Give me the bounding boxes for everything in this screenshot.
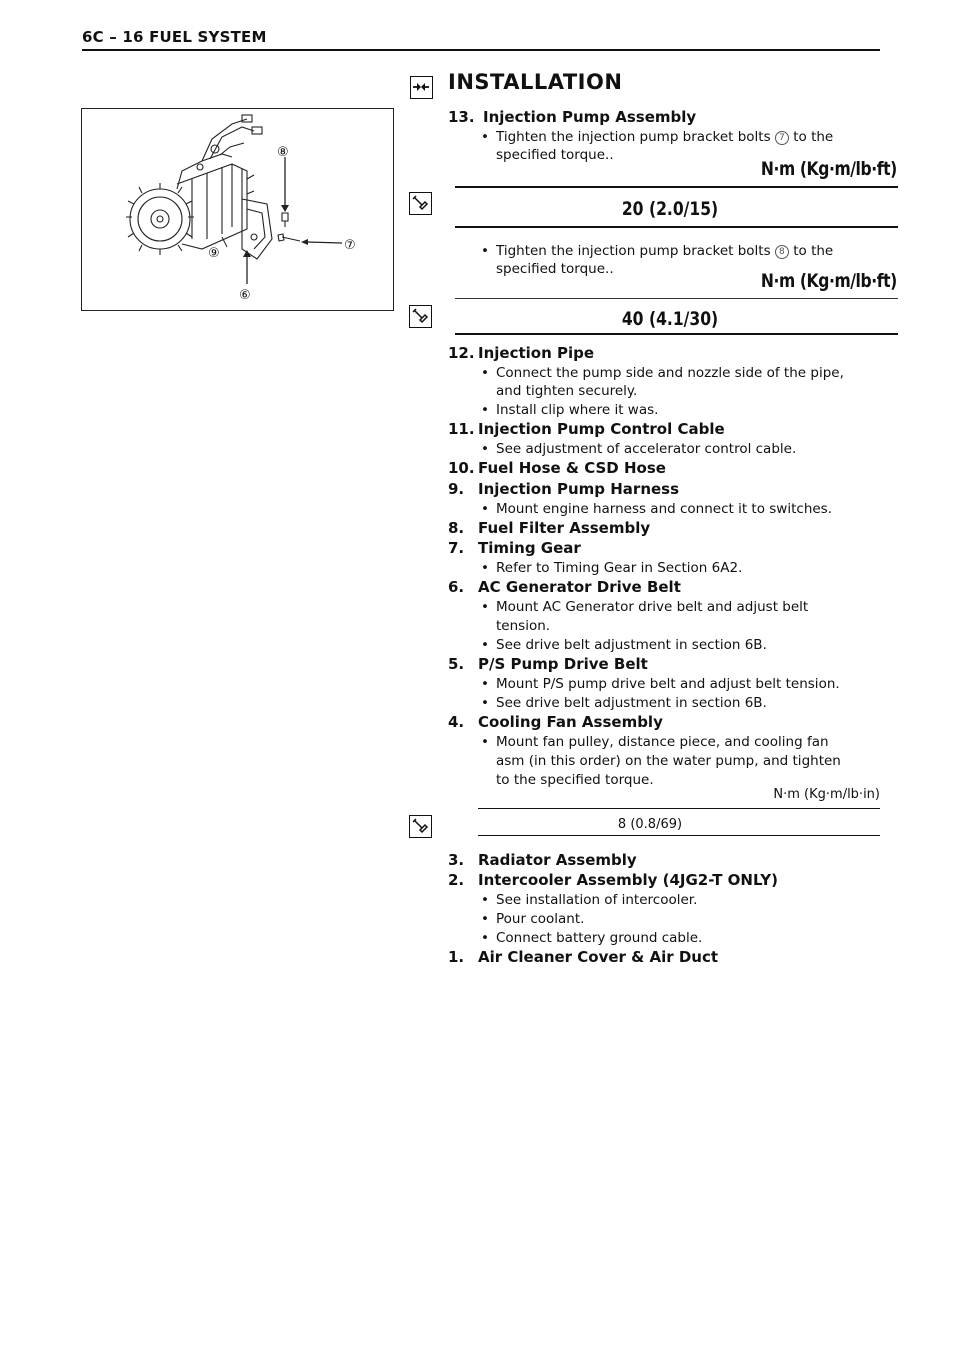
injection-pump-figure — [81, 108, 394, 311]
torque-value-1: 20 (2.0/15) — [621, 198, 719, 220]
step-title: Injection Pump Assembly — [483, 108, 697, 126]
torque-wrench-icon — [409, 815, 432, 838]
step-title: AC Generator Drive Belt — [478, 578, 681, 596]
callout-9: ⑨ — [208, 246, 220, 261]
step-number: 4. — [448, 713, 465, 731]
step-number: 13. — [448, 108, 475, 126]
torque-wrench-icon — [409, 305, 432, 328]
callout-7: ⑦ — [344, 238, 356, 253]
header-rule — [82, 49, 880, 51]
step-number: 10. — [448, 459, 475, 477]
step-1 — [448, 948, 718, 966]
bullet-text: Tighten the injection pump bracket bolts — [496, 243, 771, 259]
step-title: Injection Pipe — [478, 344, 595, 362]
step-number: 12. — [448, 344, 475, 362]
step-title: Timing Gear — [478, 539, 581, 557]
torque-unit-3: N·m (Kg·m/lb·in) — [773, 787, 880, 802]
torque-rule — [455, 333, 898, 335]
torque-rule — [455, 226, 898, 228]
step-title: Fuel Filter Assembly — [478, 519, 651, 537]
bullet-text-end: to the — [793, 243, 834, 259]
step-number: 5. — [448, 655, 465, 673]
ref-circle-7: 7 — [775, 131, 789, 145]
step-number: 1. — [448, 948, 465, 966]
section-title: INSTALLATION — [448, 70, 623, 94]
torque-rule — [455, 298, 898, 299]
torque-value-3: 8 (0.8/69) — [617, 817, 683, 832]
torque-unit-1: N·m (Kg·m/lb·ft) — [760, 158, 897, 180]
ref-circle-8: 8 — [775, 245, 789, 259]
step-5 — [448, 655, 648, 673]
step-title: P/S Pump Drive Belt — [478, 655, 648, 673]
step-title: Injection Pump Harness — [478, 480, 680, 498]
step-12 — [448, 344, 594, 362]
step-3 — [448, 851, 637, 869]
step-number: 9. — [448, 480, 465, 498]
step-title: Fuel Hose & CSD Hose — [478, 459, 666, 477]
step-7 — [448, 539, 581, 557]
torque-rule — [455, 186, 898, 188]
injection-pump-drawing — [82, 109, 393, 310]
torque-rule — [478, 835, 880, 836]
step-4 — [448, 713, 663, 731]
step-number: 11. — [448, 420, 475, 438]
step-2 — [448, 871, 778, 889]
torque-rule — [478, 808, 880, 809]
step-13 — [448, 108, 696, 126]
torque-wrench-icon — [409, 192, 432, 215]
step-number: 2. — [448, 871, 465, 889]
bullet-text-end: to the — [793, 129, 834, 145]
step-title: Intercooler Assembly (4JG2-T ONLY) — [478, 871, 778, 889]
page-header: 6C – 16 FUEL SYSTEM — [82, 28, 267, 46]
step-number: 7. — [448, 539, 465, 557]
torque-value-2: 40 (4.1/30) — [621, 308, 719, 330]
step-title: Cooling Fan Assembly — [478, 713, 663, 731]
callout-8: ⑧ — [277, 145, 289, 160]
step-title: Air Cleaner Cover & Air Duct — [478, 948, 719, 966]
step-8 — [448, 519, 650, 537]
step-number: 8. — [448, 519, 465, 537]
callout-6: ⑥ — [239, 288, 251, 303]
installation-icon — [410, 76, 433, 99]
bullet-text: Tighten the injection pump bracket bolts — [496, 129, 771, 145]
torque-unit-2: N·m (Kg·m/lb·ft) — [760, 270, 897, 292]
step-9 — [448, 480, 679, 498]
step-10 — [448, 459, 666, 477]
step-6 — [448, 578, 681, 596]
step-title: Radiator Assembly — [478, 851, 637, 869]
step-11 — [448, 420, 725, 438]
step-number: 3. — [448, 851, 465, 869]
step-title: Injection Pump Control Cable — [478, 420, 725, 438]
step-number: 6. — [448, 578, 465, 596]
